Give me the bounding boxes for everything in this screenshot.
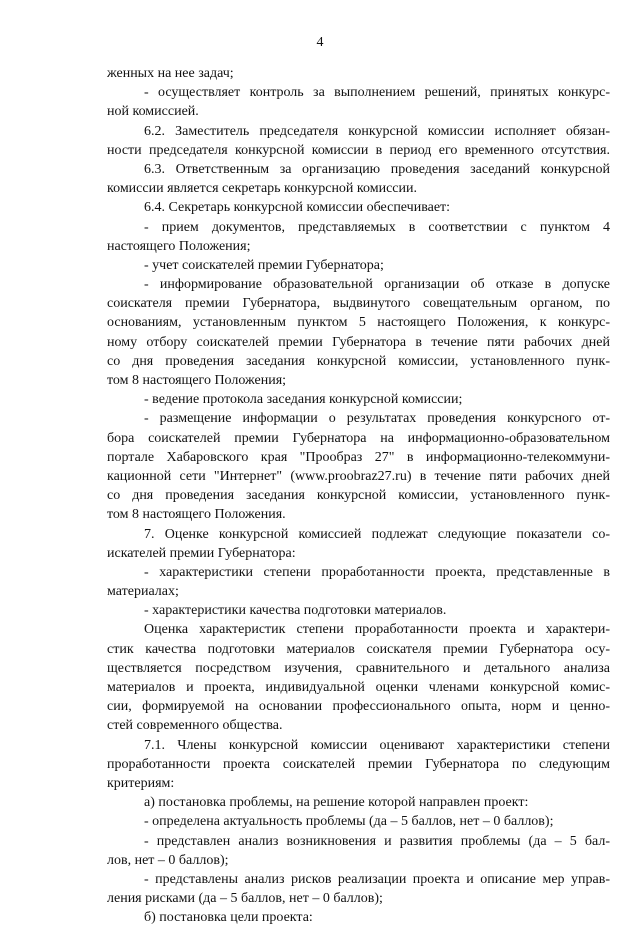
- text-line: сии, формируемой на основании профессионального опыта, норм и ценно-: [107, 699, 610, 715]
- text-line: - учет соискателей премии Губернатора;: [144, 257, 384, 273]
- text-line: портале Хабаровского края "Прообраз 27" в информационно-телекоммуни-: [107, 449, 610, 465]
- text-line: - размещение информации о результатах проведения конкурсного от-: [144, 411, 610, 427]
- text-line: - определена актуальность проблемы (да – 5 баллов, нет – 0 баллов);: [144, 814, 554, 830]
- text-line: - представлены анализ рисков реализации проекта и описание мер управ-: [144, 871, 610, 887]
- text-line: 6.3. Ответственным за организацию проведения заседаний конкурсной: [144, 161, 610, 177]
- text-line: - осуществляет контроль за выполнением решений, принятых конкурс-: [144, 85, 610, 101]
- text-line: соискателя премии Губернатора, выдвинутого совещательным органом, по: [107, 296, 610, 312]
- text-line: том 8 настоящего Положения;: [107, 373, 287, 388]
- text-line: со дня проведения заседания конкурсной комиссии, установленного пунк-: [107, 353, 610, 369]
- text-line: стик качества подготовки материалов соискателя премии Губернатора осу-: [107, 641, 610, 657]
- text-line: 6.4. Секретарь конкурсной комиссии обеспечивает:: [144, 200, 451, 216]
- text-line: 6.2. Заместитель председателя конкурсной комиссии исполняет обязан-: [144, 123, 610, 139]
- text-line: б) постановка цели проекта:: [144, 910, 313, 926]
- text-line: ному отбору соискателей премии Губернатора в течение пяти рабочих дней: [107, 334, 610, 350]
- text-line: ной комиссией.: [107, 104, 199, 120]
- text-line: настоящего Положения;: [107, 238, 251, 254]
- text-line: - характеристики качества подготовки материалов.: [144, 603, 447, 619]
- text-line: ления рисками (да – 5 баллов, нет – 0 баллов);: [107, 891, 383, 907]
- text-line: женных на нее задач;: [107, 66, 234, 81]
- text-line: ществляется посредством изучения, сравнительного и детального анализа: [107, 660, 610, 676]
- text-line: - характеристики степени проработанности проекта, представленные в: [144, 564, 610, 580]
- text-line: со дня проведения заседания конкурсной комиссии, установленного пунк-: [107, 488, 610, 504]
- text-line: стей современного общества.: [107, 718, 283, 734]
- text-line: ности председателя конкурсной комиссии в период его временного отсутствия.: [107, 142, 610, 158]
- text-line: 7. Оценке конкурсной комиссией подлежат следующие показатели со-: [144, 526, 610, 542]
- text-line: том 8 настоящего Положения.: [107, 507, 286, 523]
- document-body: [107, 64, 610, 927]
- text-line: Оценка характеристик степени проработанности проекта и характери-: [144, 622, 610, 638]
- page-number: 4: [316, 35, 324, 50]
- text-line: проработанности проекта соискателей премии Губернатора по следующим: [107, 756, 610, 772]
- text-line: а) постановка проблемы, на решение которой направлен проект:: [144, 795, 529, 811]
- text-line: кационной сети "Интернет" (www.proobraz27.ru) в течение пяти рабочих дней: [107, 468, 610, 484]
- text-line: материалах;: [107, 584, 179, 600]
- text-line: лов, нет – 0 баллов);: [107, 852, 229, 868]
- text-line: материалов и проекта, индивидуальной оценки членами конкурсной комис-: [107, 680, 610, 695]
- text-line: 7.1. Члены конкурсной комиссии оценивают характеристики степени: [144, 737, 610, 753]
- text-line: - информирование образовательной организации об отказе в допуске: [144, 277, 610, 293]
- text-line: бора соискателей премии Губернатора на информационно-образовательном: [107, 430, 610, 446]
- text-line: искателей премии Губернатора:: [107, 545, 296, 561]
- text-line: комиссии является секретарь конкурсной комиссии.: [107, 181, 418, 197]
- text-line: - ведение протокола заседания конкурсной комиссии;: [144, 392, 463, 408]
- text-line: критериям:: [107, 775, 175, 791]
- text-line: основаниям, установленным пунктом 5 настоящего Положения, к конкурс-: [107, 315, 610, 331]
- text-line: - представлен анализ возникновения и развития проблемы (да – 5 бал-: [144, 833, 610, 849]
- text-line: - прием документов, представляемых в соответствии с пунктом 4: [144, 219, 610, 235]
